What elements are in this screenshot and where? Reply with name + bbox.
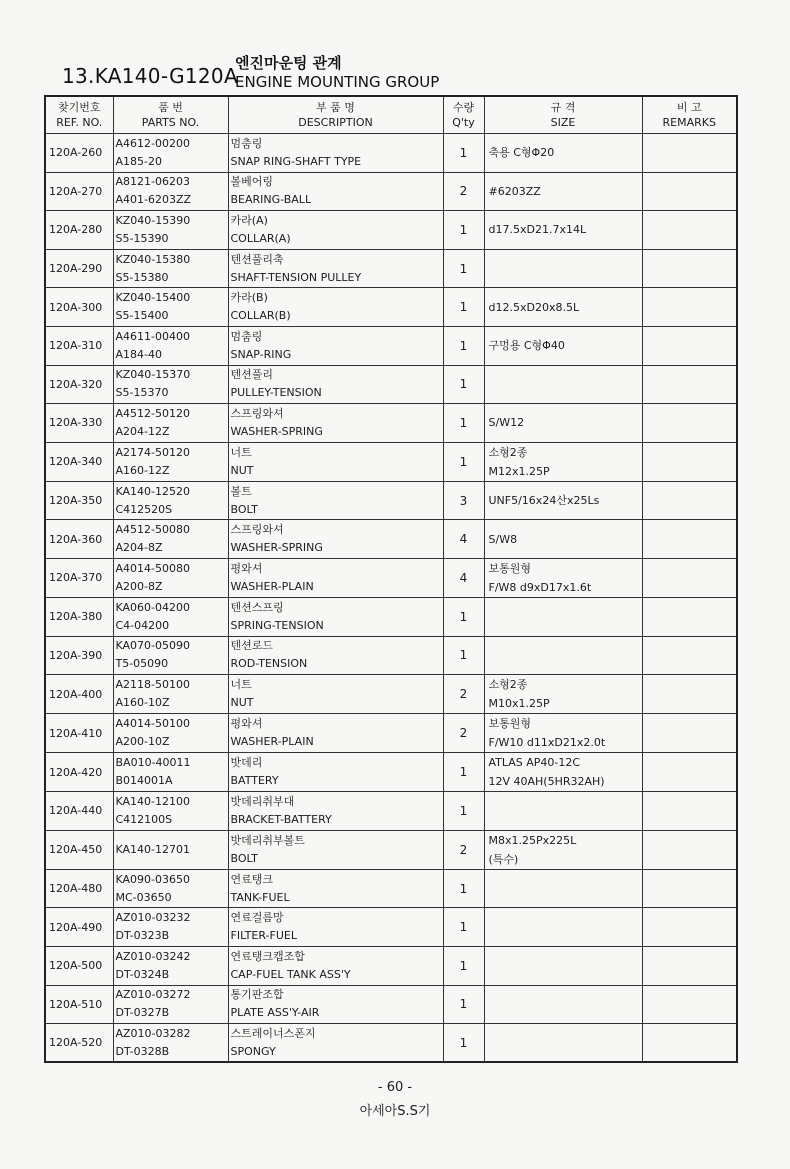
description-cell — [228, 442, 443, 481]
size-line: d12.5xD20x8.5L — [488, 300, 580, 314]
size-cell — [484, 753, 642, 792]
parts-no-cell — [113, 675, 228, 714]
parts-no: A185-20 — [115, 154, 162, 168]
description-cell — [228, 636, 443, 675]
description-ko: 볼트 — [230, 484, 252, 498]
remarks-cell — [642, 326, 737, 365]
catalog-code: 13.KA140-G120A — [62, 64, 238, 88]
ref-no-cell: 120A-370 — [45, 558, 113, 597]
table-row — [45, 753, 737, 792]
company-name: 아세아S.S기 — [359, 1104, 431, 1119]
remarks-cell — [642, 172, 737, 211]
parts-no-cell — [113, 134, 228, 173]
description-en: FILTER-FUEL — [230, 929, 297, 943]
table-row — [45, 908, 737, 947]
description-en: COLLAR(A) — [230, 231, 291, 245]
description-en: SPRING-TENSION — [230, 618, 324, 632]
description-cell — [228, 172, 443, 211]
ref-no-cell: 120A-510 — [45, 985, 113, 1024]
remarks-cell — [642, 908, 737, 947]
description-ko: 연료걸름망 — [230, 911, 284, 925]
size-line: 보통원형 — [488, 717, 532, 731]
parts-no: A204-12Z — [115, 424, 170, 438]
table-row — [45, 288, 737, 327]
parts-no: AZ010-03242 — [115, 949, 191, 963]
table-row — [45, 985, 737, 1024]
description-en: PLATE ASS'Y-AIR — [230, 1006, 320, 1020]
size-cell — [484, 792, 642, 831]
size-cell — [484, 520, 642, 559]
description-cell — [228, 288, 443, 327]
remarks-cell — [642, 985, 737, 1024]
quantity-cell: 1 — [443, 288, 484, 327]
parts-no-cell — [113, 908, 228, 947]
ref-no-cell: 120A-490 — [45, 908, 113, 947]
quantity-cell: 1 — [443, 211, 484, 250]
parts-no: DT-0328B — [115, 1044, 170, 1058]
description-cell — [228, 481, 443, 520]
parts-no-cell — [113, 520, 228, 559]
description-cell — [228, 404, 443, 443]
description-cell — [228, 792, 443, 831]
description-en: NUT — [230, 463, 254, 477]
parts-no: A2118-50100 — [115, 678, 190, 692]
ref-no-cell: 120A-270 — [45, 172, 113, 211]
parts-no-cell — [113, 442, 228, 481]
quantity-cell: 2 — [443, 714, 484, 753]
ref-no-cell: 120A-290 — [45, 249, 113, 288]
parts-no: MC-03650 — [115, 890, 172, 904]
ref-no-cell: 120A-310 — [45, 326, 113, 365]
description-ko: 스트레이너스폰지 — [230, 1026, 316, 1040]
description-ko: 너트 — [230, 678, 252, 692]
description-cell — [228, 211, 443, 250]
remarks-cell — [642, 753, 737, 792]
col-desc-header: 부 품 명 DESCRIPTION — [228, 96, 443, 134]
remarks-cell — [642, 404, 737, 443]
table-row — [45, 404, 737, 443]
parts-no: AZ010-03232 — [115, 911, 191, 925]
size-cell — [484, 675, 642, 714]
remarks-cell — [642, 636, 737, 675]
quantity-cell: 2 — [443, 830, 484, 869]
description-en: WASHER-SPRING — [230, 424, 323, 438]
size-cell — [484, 134, 642, 173]
parts-no: A200-8Z — [115, 579, 163, 593]
parts-table — [44, 95, 738, 1063]
parts-no: KA140-12520 — [115, 484, 191, 498]
description-cell — [228, 869, 443, 908]
size-line: F/W10 d11xD21x2.0t — [488, 736, 606, 750]
ref-no-cell: 120A-350 — [45, 481, 113, 520]
size-cell — [484, 172, 642, 211]
parts-no: A200-10Z — [115, 735, 170, 749]
size-line: S/W8 — [488, 532, 518, 546]
quantity-cell: 1 — [443, 365, 484, 404]
description-ko: 밧데리 — [230, 756, 263, 770]
ref-no-cell: 120A-320 — [45, 365, 113, 404]
parts-no: KZ040-15380 — [115, 252, 191, 266]
table-row — [45, 636, 737, 675]
remarks-cell — [642, 869, 737, 908]
parts-no: A4512-50080 — [115, 523, 190, 537]
description-en: NUT — [230, 696, 254, 710]
description-cell — [228, 597, 443, 636]
remarks-cell — [642, 830, 737, 869]
parts-no-cell — [113, 365, 228, 404]
size-cell — [484, 869, 642, 908]
parts-no-cell — [113, 558, 228, 597]
description-ko: 밧데리취부볼트 — [230, 833, 305, 847]
description-ko: 연료탱크 — [230, 872, 274, 886]
remarks-cell — [642, 792, 737, 831]
description-ko: 멈춤링 — [230, 329, 263, 343]
description-ko: 평와셔 — [230, 561, 263, 575]
description-en: BOLT — [230, 502, 258, 516]
size-cell — [484, 326, 642, 365]
page-number: - 60 - — [377, 1080, 413, 1095]
group-title-ko: 엔진마운팅 관계 — [235, 54, 342, 72]
parts-no: A4611-00400 — [115, 329, 190, 343]
ref-no-cell: 120A-400 — [45, 675, 113, 714]
size-cell — [484, 1024, 642, 1063]
parts-no: B014001A — [115, 774, 173, 788]
parts-no: DT-0327B — [115, 1006, 170, 1020]
table-row — [45, 792, 737, 831]
description-cell — [228, 714, 443, 753]
size-line: 소형2종 — [488, 678, 528, 692]
remarks-cell — [642, 520, 737, 559]
description-en: TANK-FUEL — [230, 890, 290, 904]
description-ko: 너트 — [230, 445, 252, 459]
col-size-header: 규 격 SIZE — [484, 96, 642, 134]
parts-no-cell — [113, 249, 228, 288]
table-row — [45, 326, 737, 365]
remarks-cell — [642, 134, 737, 173]
parts-no-cell — [113, 830, 228, 869]
parts-no-cell — [113, 172, 228, 211]
parts-no: AZ010-03272 — [115, 988, 191, 1002]
parts-no: AZ010-03282 — [115, 1026, 191, 1040]
description-cell — [228, 985, 443, 1024]
quantity-cell: 1 — [443, 985, 484, 1024]
description-ko: 카라(A) — [230, 213, 268, 227]
description-en: BRACKET-BATTERY — [230, 812, 332, 826]
size-cell — [484, 597, 642, 636]
parts-no-cell — [113, 404, 228, 443]
quantity-cell: 1 — [443, 404, 484, 443]
table-row — [45, 597, 737, 636]
size-line: ATLAS AP40-12C — [488, 756, 581, 770]
table-row — [45, 172, 737, 211]
remarks-cell — [642, 365, 737, 404]
parts-no: KA140-12100 — [115, 794, 191, 808]
description-en: COLLAR(B) — [230, 309, 291, 323]
parts-no-cell — [113, 946, 228, 985]
quantity-cell: 1 — [443, 753, 484, 792]
quantity-cell: 1 — [443, 249, 484, 288]
table-row — [45, 869, 737, 908]
table-row — [45, 442, 737, 481]
parts-no: DT-0324B — [115, 967, 170, 981]
size-line: 12V 40AH(5HR32AH) — [488, 775, 605, 789]
description-en: BATTERY — [230, 774, 279, 788]
table-row — [45, 134, 737, 173]
parts-no-cell — [113, 326, 228, 365]
table-header-row — [45, 96, 737, 134]
size-line: S/W12 — [488, 416, 525, 430]
ref-no-cell: 120A-480 — [45, 869, 113, 908]
size-cell — [484, 908, 642, 947]
table-row — [45, 520, 737, 559]
parts-no-cell — [113, 481, 228, 520]
table-row — [45, 211, 737, 250]
parts-no-cell — [113, 714, 228, 753]
description-en: BOLT — [230, 851, 258, 865]
description-cell — [228, 134, 443, 173]
description-ko: 평와셔 — [230, 717, 263, 731]
parts-no: KA090-03650 — [115, 872, 191, 886]
description-cell — [228, 558, 443, 597]
ref-no-cell: 120A-410 — [45, 714, 113, 753]
size-line: UNF5/16x24산x25Ls — [488, 494, 600, 508]
size-cell — [484, 481, 642, 520]
ref-no-cell: 120A-420 — [45, 753, 113, 792]
parts-no: A160-10Z — [115, 696, 170, 710]
description-cell — [228, 675, 443, 714]
ref-no-cell: 120A-360 — [45, 520, 113, 559]
size-cell — [484, 365, 642, 404]
description-cell — [228, 520, 443, 559]
size-cell — [484, 558, 642, 597]
description-en: SPONGY — [230, 1044, 276, 1058]
remarks-cell — [642, 1024, 737, 1063]
description-cell — [228, 908, 443, 947]
quantity-cell: 1 — [443, 134, 484, 173]
parts-no: A160-12Z — [115, 463, 170, 477]
quantity-cell: 2 — [443, 675, 484, 714]
parts-no: S5-15390 — [115, 231, 169, 245]
size-line: d17.5xD21.7x14L — [488, 223, 587, 237]
ref-no-cell: 120A-450 — [45, 830, 113, 869]
parts-no: A4512-50120 — [115, 406, 190, 420]
parts-no: C412520S — [115, 502, 173, 516]
table-row — [45, 481, 737, 520]
description-ko: 스프링와셔 — [230, 406, 284, 420]
description-ko: 텐션풀리 — [230, 368, 274, 382]
table-row — [45, 1024, 737, 1063]
description-ko: 텐션로드 — [230, 639, 274, 653]
quantity-cell: 1 — [443, 442, 484, 481]
size-cell — [484, 211, 642, 250]
size-line: 축용 C형Φ20 — [488, 146, 555, 160]
description-cell — [228, 946, 443, 985]
size-cell — [484, 636, 642, 675]
col-parts-header: 품 번 PARTS NO. — [113, 96, 228, 134]
description-ko: 볼베어링 — [230, 175, 274, 189]
description-ko: 텐션풀리축 — [230, 252, 284, 266]
description-cell — [228, 1024, 443, 1063]
quantity-cell: 1 — [443, 326, 484, 365]
parts-no-cell — [113, 288, 228, 327]
ref-no-cell: 120A-330 — [45, 404, 113, 443]
description-en: ROD-TENSION — [230, 657, 308, 671]
description-en: SNAP-RING — [230, 347, 292, 361]
ref-no-cell: 120A-300 — [45, 288, 113, 327]
size-line: 구멍용 C형Φ40 — [488, 339, 565, 353]
group-title — [235, 54, 439, 92]
quantity-cell: 1 — [443, 792, 484, 831]
parts-no: A204-8Z — [115, 541, 163, 555]
parts-no: A4014-50080 — [115, 561, 190, 575]
quantity-cell: 1 — [443, 908, 484, 947]
size-cell — [484, 985, 642, 1024]
parts-no: KZ040-15390 — [115, 213, 191, 227]
parts-no: T5-05090 — [115, 657, 169, 671]
remarks-cell — [642, 442, 737, 481]
parts-no: A401-6203ZZ — [115, 193, 192, 207]
size-cell — [484, 714, 642, 753]
size-cell — [484, 249, 642, 288]
remarks-cell — [642, 211, 737, 250]
description-ko: 통기판조합 — [230, 988, 284, 1002]
table-row — [45, 714, 737, 753]
remarks-cell — [642, 675, 737, 714]
quantity-cell: 1 — [443, 869, 484, 908]
parts-no-cell — [113, 636, 228, 675]
quantity-cell: 2 — [443, 172, 484, 211]
parts-no-cell — [113, 985, 228, 1024]
parts-no-cell — [113, 1024, 228, 1063]
parts-no: S5-15370 — [115, 386, 169, 400]
size-line: M8x1.25Px225L — [488, 833, 577, 847]
size-line: 소형2종 — [488, 445, 528, 459]
table-row — [45, 946, 737, 985]
remarks-cell — [642, 249, 737, 288]
description-en: SHAFT-TENSION PULLEY — [230, 270, 362, 284]
parts-no: S5-15400 — [115, 309, 169, 323]
remarks-cell — [642, 558, 737, 597]
group-title-en: ENGINE MOUNTING GROUP — [235, 73, 440, 91]
size-line: (특수) — [488, 852, 519, 866]
quantity-cell: 1 — [443, 597, 484, 636]
table-row — [45, 675, 737, 714]
size-line: 보통원형 — [488, 561, 532, 575]
quantity-cell: 4 — [443, 558, 484, 597]
parts-no: KA070-05090 — [115, 639, 191, 653]
quantity-cell: 1 — [443, 946, 484, 985]
parts-no: A184-40 — [115, 347, 162, 361]
description-cell — [228, 326, 443, 365]
description-cell — [228, 830, 443, 869]
ref-no-cell: 120A-520 — [45, 1024, 113, 1063]
description-en: WASHER-SPRING — [230, 541, 323, 555]
ref-no-cell: 120A-280 — [45, 211, 113, 250]
description-en: WASHER-PLAIN — [230, 579, 314, 593]
parts-no: A2174-50120 — [115, 445, 190, 459]
parts-no: KZ040-15370 — [115, 368, 191, 382]
parts-no-cell — [113, 792, 228, 831]
description-ko: 연료탱크캡조합 — [230, 949, 305, 963]
ref-no-cell: 120A-380 — [45, 597, 113, 636]
parts-no-cell — [113, 753, 228, 792]
parts-no-cell — [113, 869, 228, 908]
parts-no: KA140-12701 — [115, 842, 191, 856]
ref-no-cell: 120A-440 — [45, 792, 113, 831]
parts-no-cell — [113, 211, 228, 250]
description-ko: 카라(B) — [230, 291, 268, 305]
col-ref-header: 찾기번호 REF. NO. — [45, 96, 113, 134]
size-cell — [484, 830, 642, 869]
description-ko: 밧데리취부대 — [230, 794, 295, 808]
parts-no: BA010-40011 — [115, 756, 191, 770]
description-en: PULLEY-TENSION — [230, 386, 322, 400]
parts-no: DT-0323B — [115, 929, 170, 943]
description-ko: 스프링와셔 — [230, 523, 284, 537]
remarks-cell — [642, 481, 737, 520]
parts-no-cell — [113, 597, 228, 636]
size-cell — [484, 288, 642, 327]
description-en: CAP-FUEL TANK ASS'Y — [230, 967, 351, 981]
ref-no-cell: 120A-500 — [45, 946, 113, 985]
remarks-cell — [642, 946, 737, 985]
size-line: F/W8 d9xD17x1.6t — [488, 580, 592, 594]
parts-no: KZ040-15400 — [115, 291, 191, 305]
quantity-cell: 1 — [443, 636, 484, 675]
description-en: WASHER-PLAIN — [230, 735, 314, 749]
table-row — [45, 249, 737, 288]
parts-no: A4612-00200 — [115, 136, 190, 150]
quantity-cell: 1 — [443, 1024, 484, 1063]
description-en: BEARING-BALL — [230, 193, 312, 207]
description-cell — [228, 753, 443, 792]
description-ko: 멈춤링 — [230, 136, 263, 150]
description-cell — [228, 365, 443, 404]
parts-no: A8121-06203 — [115, 175, 190, 189]
size-line: M12x1.25P — [488, 464, 550, 478]
quantity-cell: 3 — [443, 481, 484, 520]
col-remarks-header: 비 고 REMARKS — [642, 96, 737, 134]
ref-no-cell: 120A-340 — [45, 442, 113, 481]
table-row — [45, 558, 737, 597]
size-cell — [484, 946, 642, 985]
parts-no: S5-15380 — [115, 270, 169, 284]
table-row — [45, 365, 737, 404]
col-qty-header: 수량 Q'ty — [443, 96, 484, 134]
quantity-cell: 4 — [443, 520, 484, 559]
parts-no: C412100S — [115, 812, 173, 826]
table-row — [45, 830, 737, 869]
remarks-cell — [642, 714, 737, 753]
size-line: #6203ZZ — [488, 184, 541, 198]
remarks-cell — [642, 597, 737, 636]
description-en: SNAP RING-SHAFT TYPE — [230, 154, 362, 168]
parts-no: A4014-50100 — [115, 717, 190, 731]
ref-no-cell: 120A-390 — [45, 636, 113, 675]
remarks-cell — [642, 288, 737, 327]
parts-no: C4-04200 — [115, 618, 170, 632]
size-cell — [484, 442, 642, 481]
parts-no: KA060-04200 — [115, 600, 191, 614]
description-ko: 텐션스프링 — [230, 600, 284, 614]
size-line: M10x1.25P — [488, 697, 550, 711]
ref-no-cell: 120A-260 — [45, 134, 113, 173]
description-cell — [228, 249, 443, 288]
size-cell — [484, 404, 642, 443]
